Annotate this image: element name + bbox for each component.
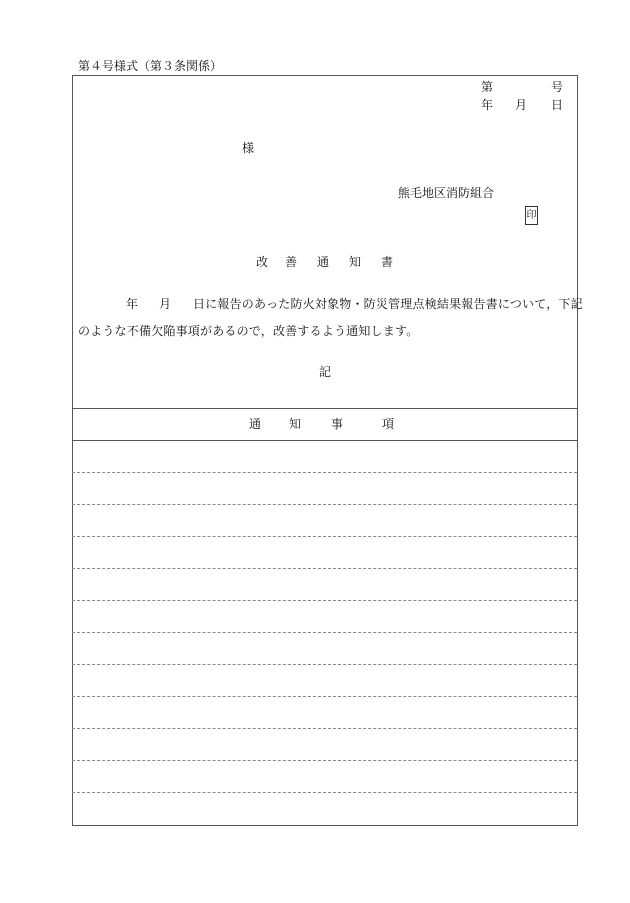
form-frame bbox=[72, 75, 578, 826]
number-suffix: 号 bbox=[551, 80, 564, 94]
table-row-separator bbox=[72, 664, 577, 665]
table-row-separator bbox=[72, 600, 577, 601]
table-row-separator bbox=[72, 472, 577, 473]
number-prefix: 第 bbox=[481, 80, 494, 94]
addressee-suffix: 様 bbox=[242, 141, 255, 155]
header-char: 項 bbox=[382, 417, 395, 431]
divider bbox=[72, 440, 577, 441]
ki-label: 記 bbox=[319, 365, 332, 379]
table-row-separator bbox=[72, 568, 577, 569]
title-char: 書 bbox=[381, 255, 394, 269]
table-row-separator bbox=[72, 728, 577, 729]
divider bbox=[72, 408, 577, 409]
header-char: 事 bbox=[331, 417, 344, 431]
body-line1: 日に報告のあった防火対象物・防災管理点検結果報告書について，下記 bbox=[193, 297, 583, 311]
seal-mark: 印 bbox=[525, 206, 538, 225]
body-year: 年 bbox=[126, 297, 139, 311]
body-line2: のような不備欠陥事項があるので，改善するよう通知します。 bbox=[78, 324, 419, 338]
title-char: 通 bbox=[317, 255, 330, 269]
issuer-name: 熊毛地区消防組合 bbox=[398, 186, 495, 200]
date-month: 月 bbox=[515, 98, 528, 112]
date-day: 日 bbox=[551, 98, 564, 112]
header-char: 知 bbox=[289, 417, 302, 431]
table-row-separator bbox=[72, 760, 577, 761]
table-row-separator bbox=[72, 536, 577, 537]
table-row-separator bbox=[72, 696, 577, 697]
table-row-separator bbox=[72, 504, 577, 505]
title-char: 知 bbox=[349, 255, 362, 269]
date-year: 年 bbox=[481, 98, 494, 112]
title-char: 善 bbox=[285, 255, 298, 269]
table-row-separator bbox=[72, 632, 577, 633]
title-char: 改 bbox=[256, 255, 269, 269]
header-char: 通 bbox=[249, 417, 262, 431]
body-month: 月 bbox=[159, 297, 172, 311]
form-label: 第４号様式（第３条関係） bbox=[78, 59, 223, 73]
table-row-separator bbox=[72, 792, 577, 793]
